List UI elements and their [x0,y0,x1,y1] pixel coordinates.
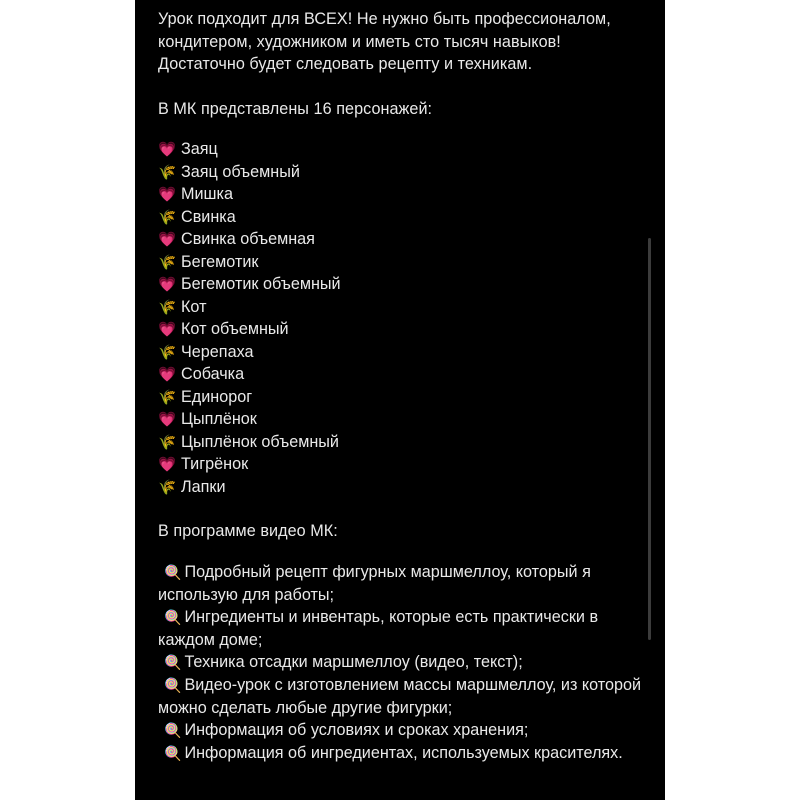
character-list-item [158,138,643,161]
character-list-item [158,431,643,454]
pink-heart-icon: 💗 [158,232,177,249]
program-list-item [158,561,643,606]
characters-heading: В МК представлены 16 персонажей: [158,99,433,118]
character-label: Цыплёнок объемный [181,432,339,451]
pink-heart-icon: 💗 [158,457,177,474]
program-item-text: Видео-урок с изготовлением массы маршмеллоу, из которой можно сделать любые другие фигурки; [158,675,642,717]
character-label: Кот объемный [181,320,289,339]
pink-heart-icon: 💗 [158,322,177,339]
rice-ear-icon: 🌾 [158,479,177,496]
program-list-item [158,651,643,674]
program-list-item [158,742,643,765]
program-item-text: Информация об ингредиентах, используемых красителях. [184,743,623,762]
character-label: Свинка [181,207,236,226]
character-list-item [158,476,643,499]
program-item-text: Подробный рецепт фигурных маршмеллоу, который я использую для работы; [158,562,591,604]
character-label: Свинка объемная [181,230,315,249]
character-label: Бегемотик объемный [181,275,341,294]
character-label: Черепаха [181,342,254,361]
lollipop-icon: 🍭 [164,609,182,626]
program-heading: В программе видео МК: [158,522,338,541]
pink-heart-icon: 💗 [158,277,177,294]
character-label: Заяц объемный [181,162,300,181]
rice-ear-icon: 🌾 [158,434,177,451]
scrollbar-track[interactable] [648,0,652,800]
intro-paragraph: Урок подходит для ВСЕХ! Не нужно быть профессионалом, кондитером, художником и иметь сто тысяч навыков! Достаточно будет следовать рецепту и техникам. [158,10,616,74]
spacer [158,543,643,561]
rice-ear-icon: 🌾 [158,344,177,361]
character-list-item [158,161,643,184]
character-list-item [158,408,643,431]
program-list [158,561,643,764]
character-list-item [158,363,643,386]
program-list-item [158,719,643,742]
lollipop-icon: 🍭 [164,563,182,580]
scrollable-content-panel[interactable] [135,0,665,800]
character-list-item [158,251,643,274]
character-label: Единорог [181,387,253,406]
character-label: Бегемотик [181,252,259,271]
lollipop-icon: 🍭 [164,722,182,739]
character-list-item [158,386,643,409]
character-list-item [158,183,643,206]
lollipop-icon: 🍭 [164,654,182,671]
program-list-item [158,606,643,651]
character-label: Кот [181,297,207,316]
character-list-item [158,453,643,476]
rice-ear-icon: 🌾 [158,164,177,181]
pink-heart-icon: 💗 [158,187,177,204]
character-list-item [158,318,643,341]
spacer [158,120,643,138]
character-label: Заяц [181,140,218,159]
program-item-text: Информация об условиях и сроках хранения; [184,721,529,740]
character-list-item [158,206,643,229]
pink-heart-icon: 💗 [158,367,177,384]
character-list [158,138,643,498]
character-list-item [158,228,643,251]
spacer [158,76,643,98]
rice-ear-icon: 🌾 [158,254,177,271]
lollipop-icon: 🍭 [164,676,182,693]
character-label: Тигрёнок [181,455,249,474]
lollipop-icon: 🍭 [164,744,182,761]
character-list-item [158,273,643,296]
spacer [158,498,643,520]
program-item-text: Ингредиенты и инвентарь, которые есть практически в каждом доме; [158,608,599,649]
rice-ear-icon: 🌾 [158,299,177,316]
character-label: Собачка [181,365,245,384]
program-list-item [158,674,643,719]
character-list-item [158,296,643,319]
scrollbar-thumb[interactable] [648,238,651,640]
rice-ear-icon: 🌾 [158,389,177,406]
character-list-item [158,341,643,364]
rice-ear-icon: 🌾 [158,209,177,226]
program-item-text: Техника отсадки маршмеллоу (видео, текст); [184,653,523,672]
character-label: Цыплёнок [181,410,257,429]
character-label: Мишка [181,185,233,204]
pink-heart-icon: 💗 [158,412,177,429]
content-body [135,0,665,764]
pink-heart-icon: 💗 [158,142,177,159]
character-label: Лапки [181,477,226,496]
